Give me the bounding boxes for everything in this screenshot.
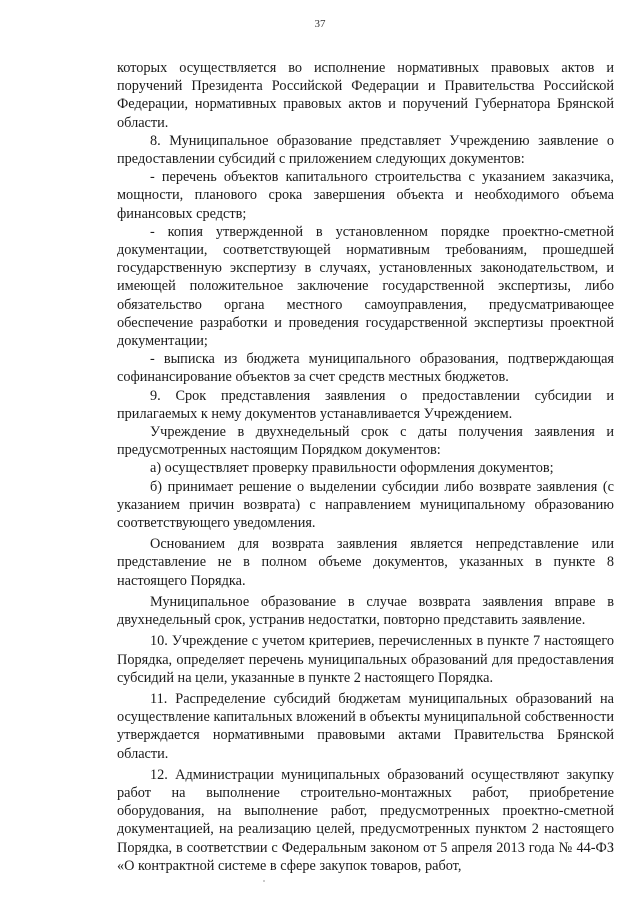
list-item-a: а) осуществляет проверку правильности оформления документов; bbox=[150, 460, 554, 477]
document-body bbox=[117, 59, 614, 875]
paragraph-return-grounds: Основанием для возврата заявления является непредставление или представление не в полном объеме документов, указанных в пункте 8 настоящего Порядка. bbox=[117, 536, 614, 589]
paragraph-item-8: 8. Муниципальное образование представляет Учреждению заявление о предоставлении субсидий с приложением следующих документов: bbox=[117, 132, 614, 168]
list-item-design-documentation: - копия утвержденной в установленном порядке проектно-сметной документации, соответствующей нормативным требованиям, прошедшей государственную экспертизу в случаях, установленных законодательством, и имеющей положительное заключение государственной экспертизы, либо обязательство органа местного самоуправления, предусматривающее обеспечение разработки и проведения государственной экспертизы проектной документации; bbox=[117, 223, 614, 350]
scan-speck bbox=[263, 880, 265, 882]
paragraph-item-12: 12. Администрации муниципальных образований осуществляют закупку работ на выполнение строительно-монтажных работ, приобретение оборудования, на выполнение работ, предусмотренных проектно-сметной документацией, на реализацию целей, предусмотренных пунктом 2 настоящего Порядка, в соответствии с Федеральным законом от 5 апреля 2013 года № 44-ФЗ «О контрактной системе в сфере закупок товаров, работ, bbox=[117, 766, 614, 874]
paragraph-item-10: 10. Учреждение с учетом критериев, перечисленных в пункте 7 настоящего Порядка, определяет перечень муниципальных образований для предоставления субсидий на цели, указанные в пункте 2 настоящего Порядка. bbox=[117, 633, 614, 686]
paragraph-institution-review: Учреждение в двухнедельный срок с даты получения заявления и предусмотренных настоящим Порядком документов: bbox=[117, 424, 614, 459]
page-number: 37 bbox=[314, 18, 326, 30]
paragraph-item-11: 11. Распределение субсидий бюджетам муниципальных образований на осуществление капитальных вложений в объекты муниципальной собственности утверждается нормативными правовыми актами Правительства Брянской области. bbox=[117, 690, 614, 762]
paragraph-resubmission: Муниципальное образование в случае возврата заявления вправе в двухнедельный срок, устранив недостатки, повторно представить заявление. bbox=[117, 593, 614, 629]
list-item-object-list: - перечень объектов капитального строительства с указанием заказчика, мощности, планового срока завершения объекта и необходимого объема финансовых средств; bbox=[117, 169, 614, 222]
list-item-b: б) принимает решение о выделении субсидии либо возврате заявления (с указанием причин возврата) с направлением муниципальному образованию соответствующего уведомления. bbox=[117, 478, 614, 532]
paragraph-item-9: 9. Срок представления заявления о предоставлении субсидии и прилагаемых к нему документов устанавливается Учреждением. bbox=[117, 387, 614, 422]
list-item-budget-extract: - выписка из бюджета муниципального образования, подтверждающая софинансирование объектов за счет средств местных бюджетов. bbox=[117, 351, 614, 386]
paragraph-continuation: которых осуществляется во исполнение нормативных правовых актов и поручений Президента Российской Федерации и Правительства Российской Федерации, нормативных правовых актов и поручений Губернатора Брянской области. bbox=[117, 60, 614, 131]
